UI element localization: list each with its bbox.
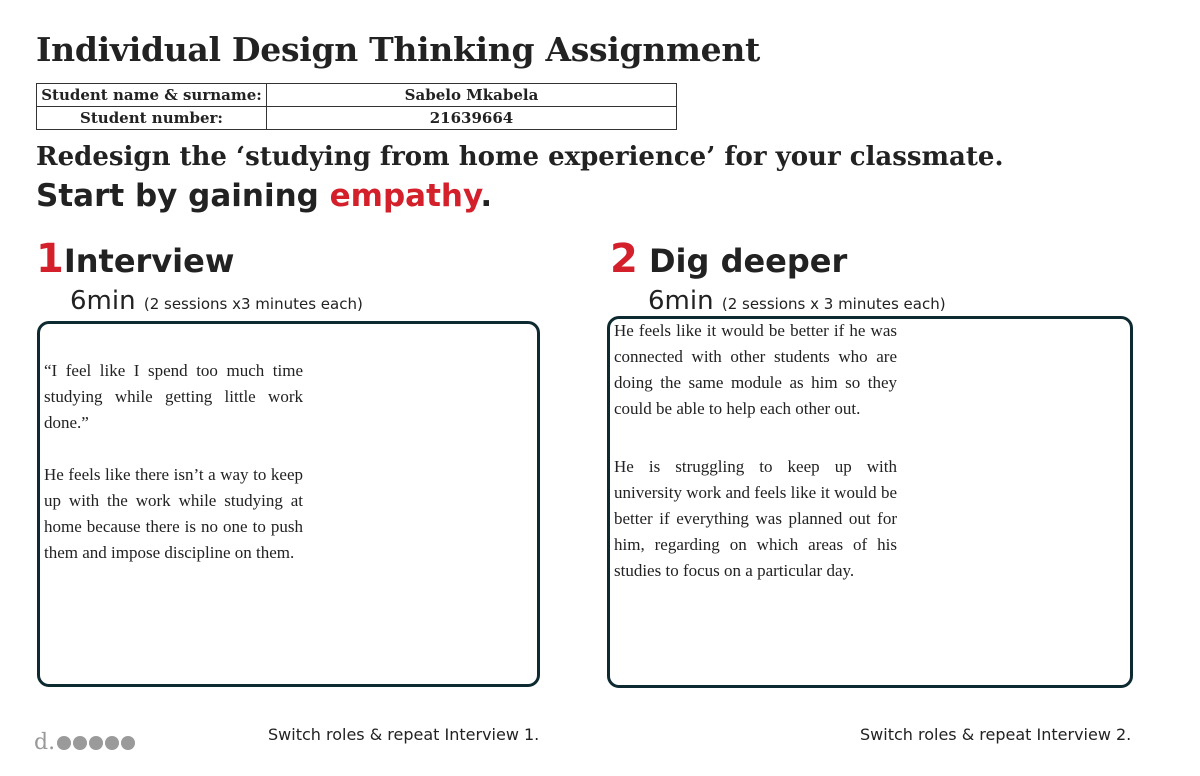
time-detail: (2 sessions x 3 minutes each) [721,295,946,313]
logo-icon [57,736,71,750]
time-detail: (2 sessions x3 minutes each) [143,295,363,313]
number-label: Student number: [37,107,267,130]
interview-notes [44,358,303,592]
note: He is struggling to keep up with university work and feels like it would be better if everything was planned out for him, regarding on which areas of his studies to focus on a particular day. [614,457,897,580]
section-number: 1 [36,236,64,282]
empathy-line [36,178,492,214]
table-row [37,84,677,107]
number-value: 21639664 [267,107,677,130]
empathy-pre: Start by gaining [36,178,330,214]
section-2-time [648,286,946,316]
name-value: Sabelo Mkabela [267,84,677,107]
time: 6min [70,286,136,316]
empathy-post: . [480,178,493,214]
logo-icon [105,736,119,750]
student-info-table [36,83,677,130]
section-title: Interview [63,242,235,280]
section-number: 2 [610,236,638,282]
empathy-word: empathy [329,178,481,214]
logo-icon [121,736,135,750]
note: He feels like it would be better if he was connected with other students who are doing the same module as him so they could be able to help each other out. [614,321,897,418]
dschool-logo [34,730,135,755]
note: He feels like there isn’t a way to keep up with the work while studying at home because there is no one to push them and impose discipline on them. [44,465,303,562]
prompt: Redesign the ‘studying from home experience’ for your classmate. [36,142,1004,172]
section-1-time [70,286,363,316]
dig-deeper-notes [614,318,897,610]
section-1-heading [36,236,234,282]
footer-1: Switch roles & repeat Interview 1. [268,725,540,744]
note: “I feel like I spend too much time studying while getting little work done.” [44,361,303,432]
logo-text: d. [34,730,56,755]
name-label: Student name & surname: [37,84,267,107]
time: 6min [648,286,714,316]
section-2-heading [610,236,847,282]
section-title: Dig deeper [648,242,848,280]
logo-icon [73,736,87,750]
footer-2: Switch roles & repeat Interview 2. [860,725,1132,744]
logo-icon [89,736,103,750]
page-title: Individual Design Thinking Assignment [36,30,760,69]
table-row [37,107,677,130]
